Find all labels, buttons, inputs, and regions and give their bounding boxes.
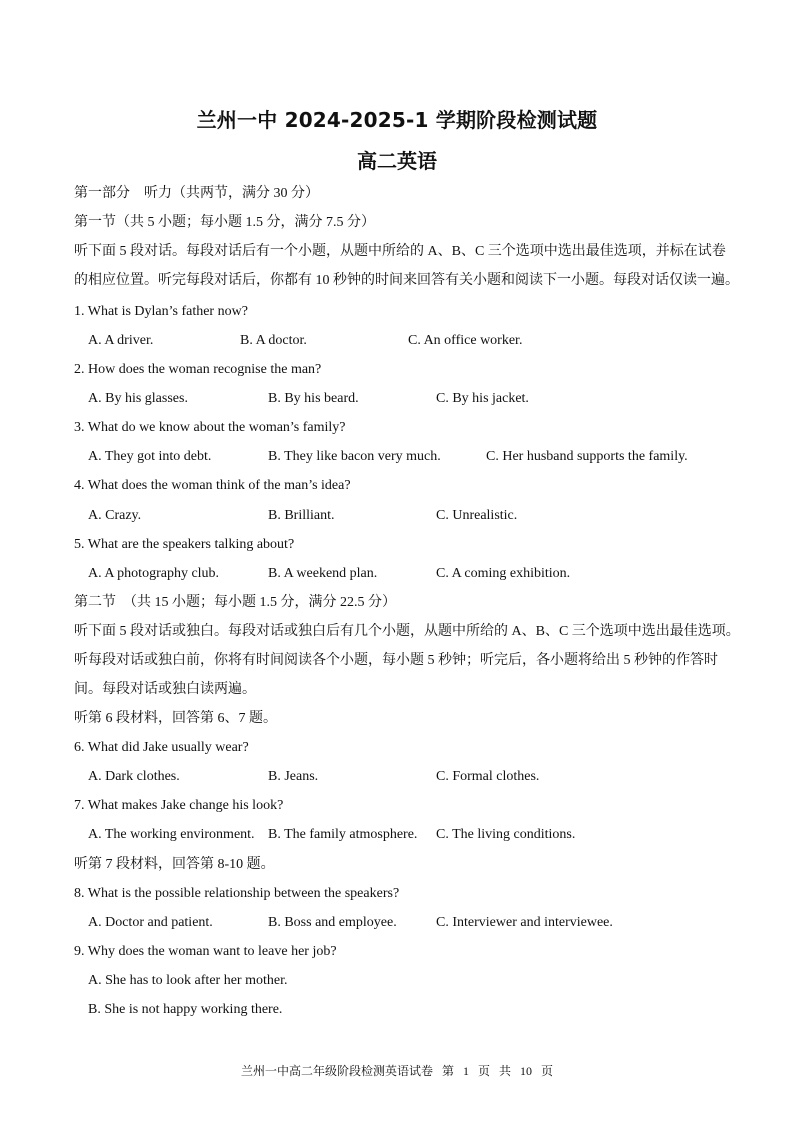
page-title: 兰州一中 2024-2025-1 学期阶段检测试题 [196,108,598,132]
section2-instructions: 间。每段对话或独白读两遍。 [74,682,256,697]
option-b: B. A weekend plan. [268,566,378,581]
option-c: C. Her husband supports the family. [486,449,688,464]
option-b: B. Jeans. [268,769,319,784]
footer-text: 兰州一中高二年级阶段检测英语试卷 [240,1064,433,1078]
footer-total-unit: 页 [541,1064,554,1078]
option-a: A. Dark clothes. [88,769,180,784]
section2-instructions: 听每段对话或独白前，你将有时间阅读各个小题，每小题 5 秒钟；听完后，各小题将给出 5 秒钟的作答时 [74,653,718,668]
footer-total-pages: 10 [520,1064,533,1078]
option-a: A. Crazy. [88,508,142,523]
section2-heading: 第二节 （共 15 小题；每小题 1.5 分，满分 22.5 分） [74,595,396,610]
option-b: B. Boss and employee. [268,915,397,930]
page-subtitle: 高二英语 [357,149,437,173]
option-a: A. The working environment. [88,827,255,842]
material-note: 听第 6 段材料，回答第 6、7 题。 [74,711,277,726]
option-b: B. A doctor. [240,333,307,348]
option-a: A. She has to look after her mother. [88,973,288,988]
footer-page-unit: 页 [477,1064,490,1078]
footer-page-label: 第 [441,1064,454,1078]
option-b: B. The family atmosphere. [268,827,418,842]
option-c: C. Interviewer and interviewee. [436,915,613,930]
question-stem: 3. What do we know about the woman’s family? [74,420,346,435]
option-a: A. Doctor and patient. [88,915,213,930]
question-stem: 5. What are the speakers talking about? [74,537,295,552]
option-a: A. By his glasses. [88,391,188,406]
section2-instructions: 听下面 5 段对话或独白。每段对话或独白后有几个小题，从题中所给的 A、B、C 三个选项中选出最佳选项。 [74,624,740,639]
option-b: B. By his beard. [268,391,359,406]
option-c: C. Formal clothes. [436,769,540,784]
option-a: A. A photography club. [88,566,220,581]
section1-instructions: 的相应位置。听完每段对话后，你都有 10 秒钟的时间来回答有关小题和阅读下一小题。每段对话仅读一遍。 [74,273,739,288]
question-stem: 8. What is the possible relationship between the speakers? [74,886,400,901]
option-a: A. They got into debt. [88,449,212,464]
question-stem: 6. What did Jake usually wear? [74,740,249,755]
option-c: C. A coming exhibition. [436,566,571,581]
footer-total-label: 共 [499,1064,512,1078]
section1-heading: 第一节（共 5 小题；每小题 1.5 分，满分 7.5 分） [74,215,375,230]
option-c: C. Unrealistic. [436,508,518,523]
part1-heading: 第一部分 听力（共两节，满分 30 分） [74,186,319,201]
section1-instructions: 听下面 5 段对话。每段对话后有一个小题，从题中所给的 A、B、C 三个选项中选出最佳选项，并标在试卷 [74,244,726,259]
option-b: B. Brilliant. [268,508,335,523]
question-stem: 2. How does the woman recognise the man? [74,362,322,377]
footer-page-number: 1 [462,1064,469,1078]
question-stem: 7. What makes Jake change his look? [74,798,284,813]
option-b: B. They like bacon very much. [268,449,441,464]
material-note: 听第 7 段材料，回答第 8-10 题。 [74,857,275,872]
option-b: B. She is not happy working there. [88,1002,283,1017]
option-c: C. An office worker. [408,333,523,348]
question-stem: 4. What does the woman think of the man’s idea? [74,478,351,493]
option-a: A. A driver. [88,333,154,348]
option-c: C. By his jacket. [436,391,529,406]
option-c: C. The living conditions. [436,827,576,842]
page-footer [0,1062,794,1079]
question-stem: 9. Why does the woman want to leave her job? [74,944,337,959]
question-stem: 1. What is Dylan’s father now? [74,304,248,319]
